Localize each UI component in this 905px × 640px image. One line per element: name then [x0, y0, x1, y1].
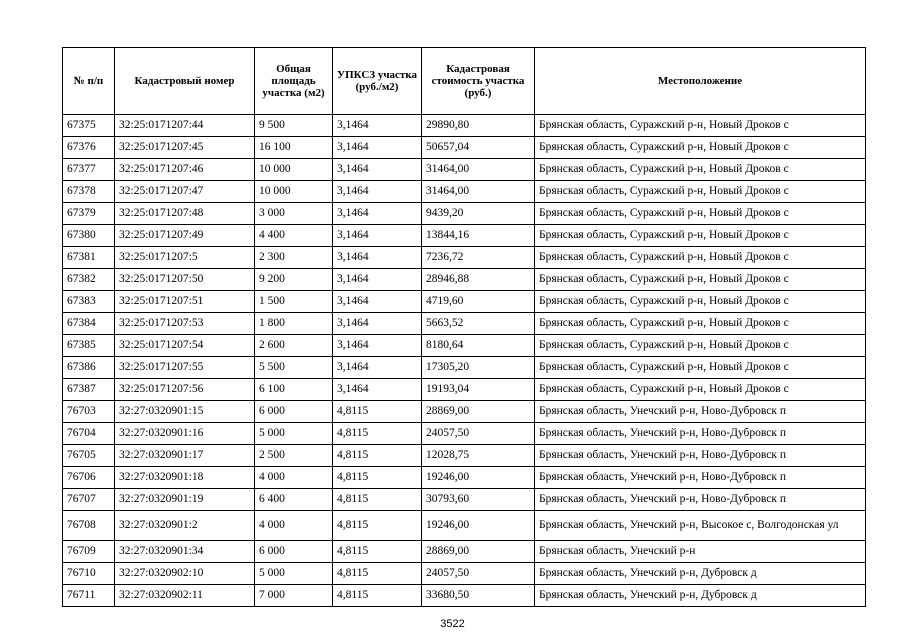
cell-cadastral-value: 31464,00: [422, 181, 535, 203]
cell-cadastral-value: 7236,72: [422, 247, 535, 269]
cell-num: 67376: [63, 137, 115, 159]
cell-upksz: 4,8115: [333, 467, 422, 489]
header-cadastral-value: Кадастровая стоимость участка (руб.): [422, 48, 535, 115]
cell-num: 76706: [63, 467, 115, 489]
cell-num: 67386: [63, 357, 115, 379]
cell-cadastral-number: 32:27:0320901:16: [115, 423, 255, 445]
cell-upksz: 3,1464: [333, 159, 422, 181]
cell-upksz: 4,8115: [333, 445, 422, 467]
cell-area: 2 500: [255, 445, 333, 467]
table-row: [63, 445, 866, 467]
cell-cadastral-number: 32:27:0320901:19: [115, 489, 255, 511]
cell-num: 76708: [63, 511, 115, 541]
cell-location: Брянская область, Суражский р-н, Новый Дроков с: [535, 181, 866, 203]
cell-cadastral-value: 13844,16: [422, 225, 535, 247]
cell-num: 67384: [63, 313, 115, 335]
table-row: [63, 357, 866, 379]
cell-num: 67387: [63, 379, 115, 401]
table-row: [63, 335, 866, 357]
cell-cadastral-number: 32:27:0320902:11: [115, 585, 255, 607]
cell-cadastral-number: 32:25:0171207:47: [115, 181, 255, 203]
cell-cadastral-number: 32:25:0171207:49: [115, 225, 255, 247]
cell-upksz: 4,8115: [333, 511, 422, 541]
cell-cadastral-value: 28946,88: [422, 269, 535, 291]
header-location: Местоположение: [535, 48, 866, 115]
table-row: [63, 541, 866, 563]
header-area: Общая площадь участка (м2): [255, 48, 333, 115]
cell-cadastral-value: 28869,00: [422, 401, 535, 423]
cell-location: Брянская область, Суражский р-н, Новый Дроков с: [535, 291, 866, 313]
cell-area: 6 100: [255, 379, 333, 401]
cell-num: 76710: [63, 563, 115, 585]
cell-area: 6 400: [255, 489, 333, 511]
cell-area: 10 000: [255, 159, 333, 181]
cell-cadastral-number: 32:25:0171207:53: [115, 313, 255, 335]
cell-location: Брянская область, Унечский р-н, Высокое с, Волгодонская ул: [535, 511, 866, 541]
cell-num: 76704: [63, 423, 115, 445]
cell-cadastral-number: 32:25:0171207:56: [115, 379, 255, 401]
cell-cadastral-value: 24057,50: [422, 423, 535, 445]
cell-num: 67375: [63, 115, 115, 137]
table-row: [63, 313, 866, 335]
cell-cadastral-number: 32:27:0320901:2: [115, 511, 255, 541]
cell-cadastral-value: 30793,60: [422, 489, 535, 511]
cell-location: Брянская область, Унечский р-н, Дубровск д: [535, 585, 866, 607]
cell-area: 4 000: [255, 511, 333, 541]
cell-location: Брянская область, Суражский р-н, Новый Дроков с: [535, 137, 866, 159]
cell-location: Брянская область, Суражский р-н, Новый Дроков с: [535, 379, 866, 401]
cell-cadastral-number: 32:25:0171207:45: [115, 137, 255, 159]
cell-area: 4 000: [255, 467, 333, 489]
header-cadastral-number: Кадастровый номер: [115, 48, 255, 115]
table-row: [63, 225, 866, 247]
cell-cadastral-number: 32:27:0320902:10: [115, 563, 255, 585]
cell-num: 67379: [63, 203, 115, 225]
cell-upksz: 3,1464: [333, 379, 422, 401]
table-row: [63, 159, 866, 181]
cell-upksz: 4,8115: [333, 585, 422, 607]
cell-location: Брянская область, Суражский р-н, Новый Дроков с: [535, 203, 866, 225]
cell-upksz: 4,8115: [333, 563, 422, 585]
cell-upksz: 4,8115: [333, 541, 422, 563]
cell-cadastral-number: 32:25:0171207:54: [115, 335, 255, 357]
cell-cadastral-value: 19246,00: [422, 511, 535, 541]
cell-cadastral-value: 19246,00: [422, 467, 535, 489]
table-row: [63, 489, 866, 511]
cell-cadastral-number: 32:25:0171207:5: [115, 247, 255, 269]
cell-upksz: 3,1464: [333, 181, 422, 203]
cell-area: 9 200: [255, 269, 333, 291]
cell-cadastral-value: 17305,20: [422, 357, 535, 379]
cell-cadastral-value: 31464,00: [422, 159, 535, 181]
cell-upksz: 3,1464: [333, 335, 422, 357]
cell-area: 6 000: [255, 401, 333, 423]
cell-num: 67377: [63, 159, 115, 181]
table-row: [63, 137, 866, 159]
cell-upksz: 3,1464: [333, 225, 422, 247]
cell-location: Брянская область, Унечский р-н: [535, 541, 866, 563]
cell-cadastral-value: 8180,64: [422, 335, 535, 357]
cell-upksz: 4,8115: [333, 423, 422, 445]
cell-location: Брянская область, Унечский р-н, Ново-Дубровск п: [535, 401, 866, 423]
table-row: [63, 291, 866, 313]
cell-cadastral-number: 32:25:0171207:48: [115, 203, 255, 225]
cell-upksz: 4,8115: [333, 401, 422, 423]
table-row: [63, 379, 866, 401]
cell-cadastral-value: 29890,80: [422, 115, 535, 137]
cell-num: 76705: [63, 445, 115, 467]
cell-upksz: 3,1464: [333, 115, 422, 137]
table-header-row: [63, 48, 866, 115]
cell-area: 6 000: [255, 541, 333, 563]
table-row: [63, 467, 866, 489]
cell-area: 1 500: [255, 291, 333, 313]
cell-location: Брянская область, Унечский р-н, Ново-Дубровск п: [535, 445, 866, 467]
cell-location: Брянская область, Суражский р-н, Новый Дроков с: [535, 357, 866, 379]
cell-upksz: 3,1464: [333, 247, 422, 269]
cell-cadastral-value: 33680,50: [422, 585, 535, 607]
cell-upksz: 3,1464: [333, 137, 422, 159]
cell-location: Брянская область, Суражский р-н, Новый Дроков с: [535, 115, 866, 137]
cell-num: 67385: [63, 335, 115, 357]
cell-num: 67382: [63, 269, 115, 291]
cell-num: 67383: [63, 291, 115, 313]
cell-num: 76707: [63, 489, 115, 511]
header-upksz: УПКСЗ участка (руб./м2): [333, 48, 422, 115]
table-row: [63, 423, 866, 445]
cell-cadastral-number: 32:25:0171207:55: [115, 357, 255, 379]
table-row: [63, 269, 866, 291]
cell-area: 7 000: [255, 585, 333, 607]
cell-cadastral-value: 4719,60: [422, 291, 535, 313]
cell-upksz: 3,1464: [333, 357, 422, 379]
cell-upksz: 3,1464: [333, 313, 422, 335]
cadastral-table: [62, 47, 866, 607]
cell-location: Брянская область, Суражский р-н, Новый Дроков с: [535, 159, 866, 181]
cell-cadastral-value: 19193,04: [422, 379, 535, 401]
cell-cadastral-value: 28869,00: [422, 541, 535, 563]
table-row: [63, 563, 866, 585]
cell-area: 5 000: [255, 423, 333, 445]
cell-num: 76711: [63, 585, 115, 607]
cell-cadastral-number: 32:25:0171207:44: [115, 115, 255, 137]
cell-upksz: 4,8115: [333, 489, 422, 511]
table-row: [63, 585, 866, 607]
table-row: [63, 115, 866, 137]
table-row: [63, 203, 866, 225]
cell-location: Брянская область, Суражский р-н, Новый Дроков с: [535, 313, 866, 335]
cell-cadastral-number: 32:25:0171207:50: [115, 269, 255, 291]
cell-cadastral-value: 12028,75: [422, 445, 535, 467]
cell-upksz: 3,1464: [333, 203, 422, 225]
cell-area: 9 500: [255, 115, 333, 137]
cell-area: 1 800: [255, 313, 333, 335]
cell-upksz: 3,1464: [333, 291, 422, 313]
cell-area: 16 100: [255, 137, 333, 159]
cell-num: 76703: [63, 401, 115, 423]
cell-cadastral-number: 32:25:0171207:46: [115, 159, 255, 181]
cell-location: Брянская область, Суражский р-н, Новый Дроков с: [535, 247, 866, 269]
cell-location: Брянская область, Унечский р-н, Дубровск д: [535, 563, 866, 585]
cell-area: 5 000: [255, 563, 333, 585]
table-row: [63, 511, 866, 541]
cell-upksz: 3,1464: [333, 269, 422, 291]
cell-area: 2 600: [255, 335, 333, 357]
table-row: [63, 401, 866, 423]
cell-area: 10 000: [255, 181, 333, 203]
cell-cadastral-value: 9439,20: [422, 203, 535, 225]
cell-num: 67380: [63, 225, 115, 247]
cell-num: 76709: [63, 541, 115, 563]
cell-location: Брянская область, Унечский р-н, Ново-Дубровск п: [535, 489, 866, 511]
table-body: [63, 115, 866, 607]
cell-cadastral-number: 32:27:0320901:34: [115, 541, 255, 563]
cell-area: 3 000: [255, 203, 333, 225]
cell-num: 67378: [63, 181, 115, 203]
cell-location: Брянская область, Унечский р-н, Ново-Дубровск п: [535, 467, 866, 489]
cell-cadastral-number: 32:27:0320901:18: [115, 467, 255, 489]
cell-area: 4 400: [255, 225, 333, 247]
header-num: № п/п: [63, 48, 115, 115]
cell-cadastral-number: 32:25:0171207:51: [115, 291, 255, 313]
table-row: [63, 181, 866, 203]
table-row: [63, 247, 866, 269]
cell-location: Брянская область, Унечский р-н, Ново-Дубровск п: [535, 423, 866, 445]
cell-cadastral-number: 32:27:0320901:17: [115, 445, 255, 467]
cell-location: Брянская область, Суражский р-н, Новый Дроков с: [535, 335, 866, 357]
cell-area: 2 300: [255, 247, 333, 269]
cell-cadastral-value: 24057,50: [422, 563, 535, 585]
cell-cadastral-number: 32:27:0320901:15: [115, 401, 255, 423]
cell-area: 5 500: [255, 357, 333, 379]
cell-cadastral-value: 5663,52: [422, 313, 535, 335]
cell-cadastral-value: 50657,04: [422, 137, 535, 159]
page-number: 3522: [440, 618, 465, 630]
cell-location: Брянская область, Суражский р-н, Новый Дроков с: [535, 225, 866, 247]
cell-num: 67381: [63, 247, 115, 269]
cell-location: Брянская область, Суражский р-н, Новый Дроков с: [535, 269, 866, 291]
